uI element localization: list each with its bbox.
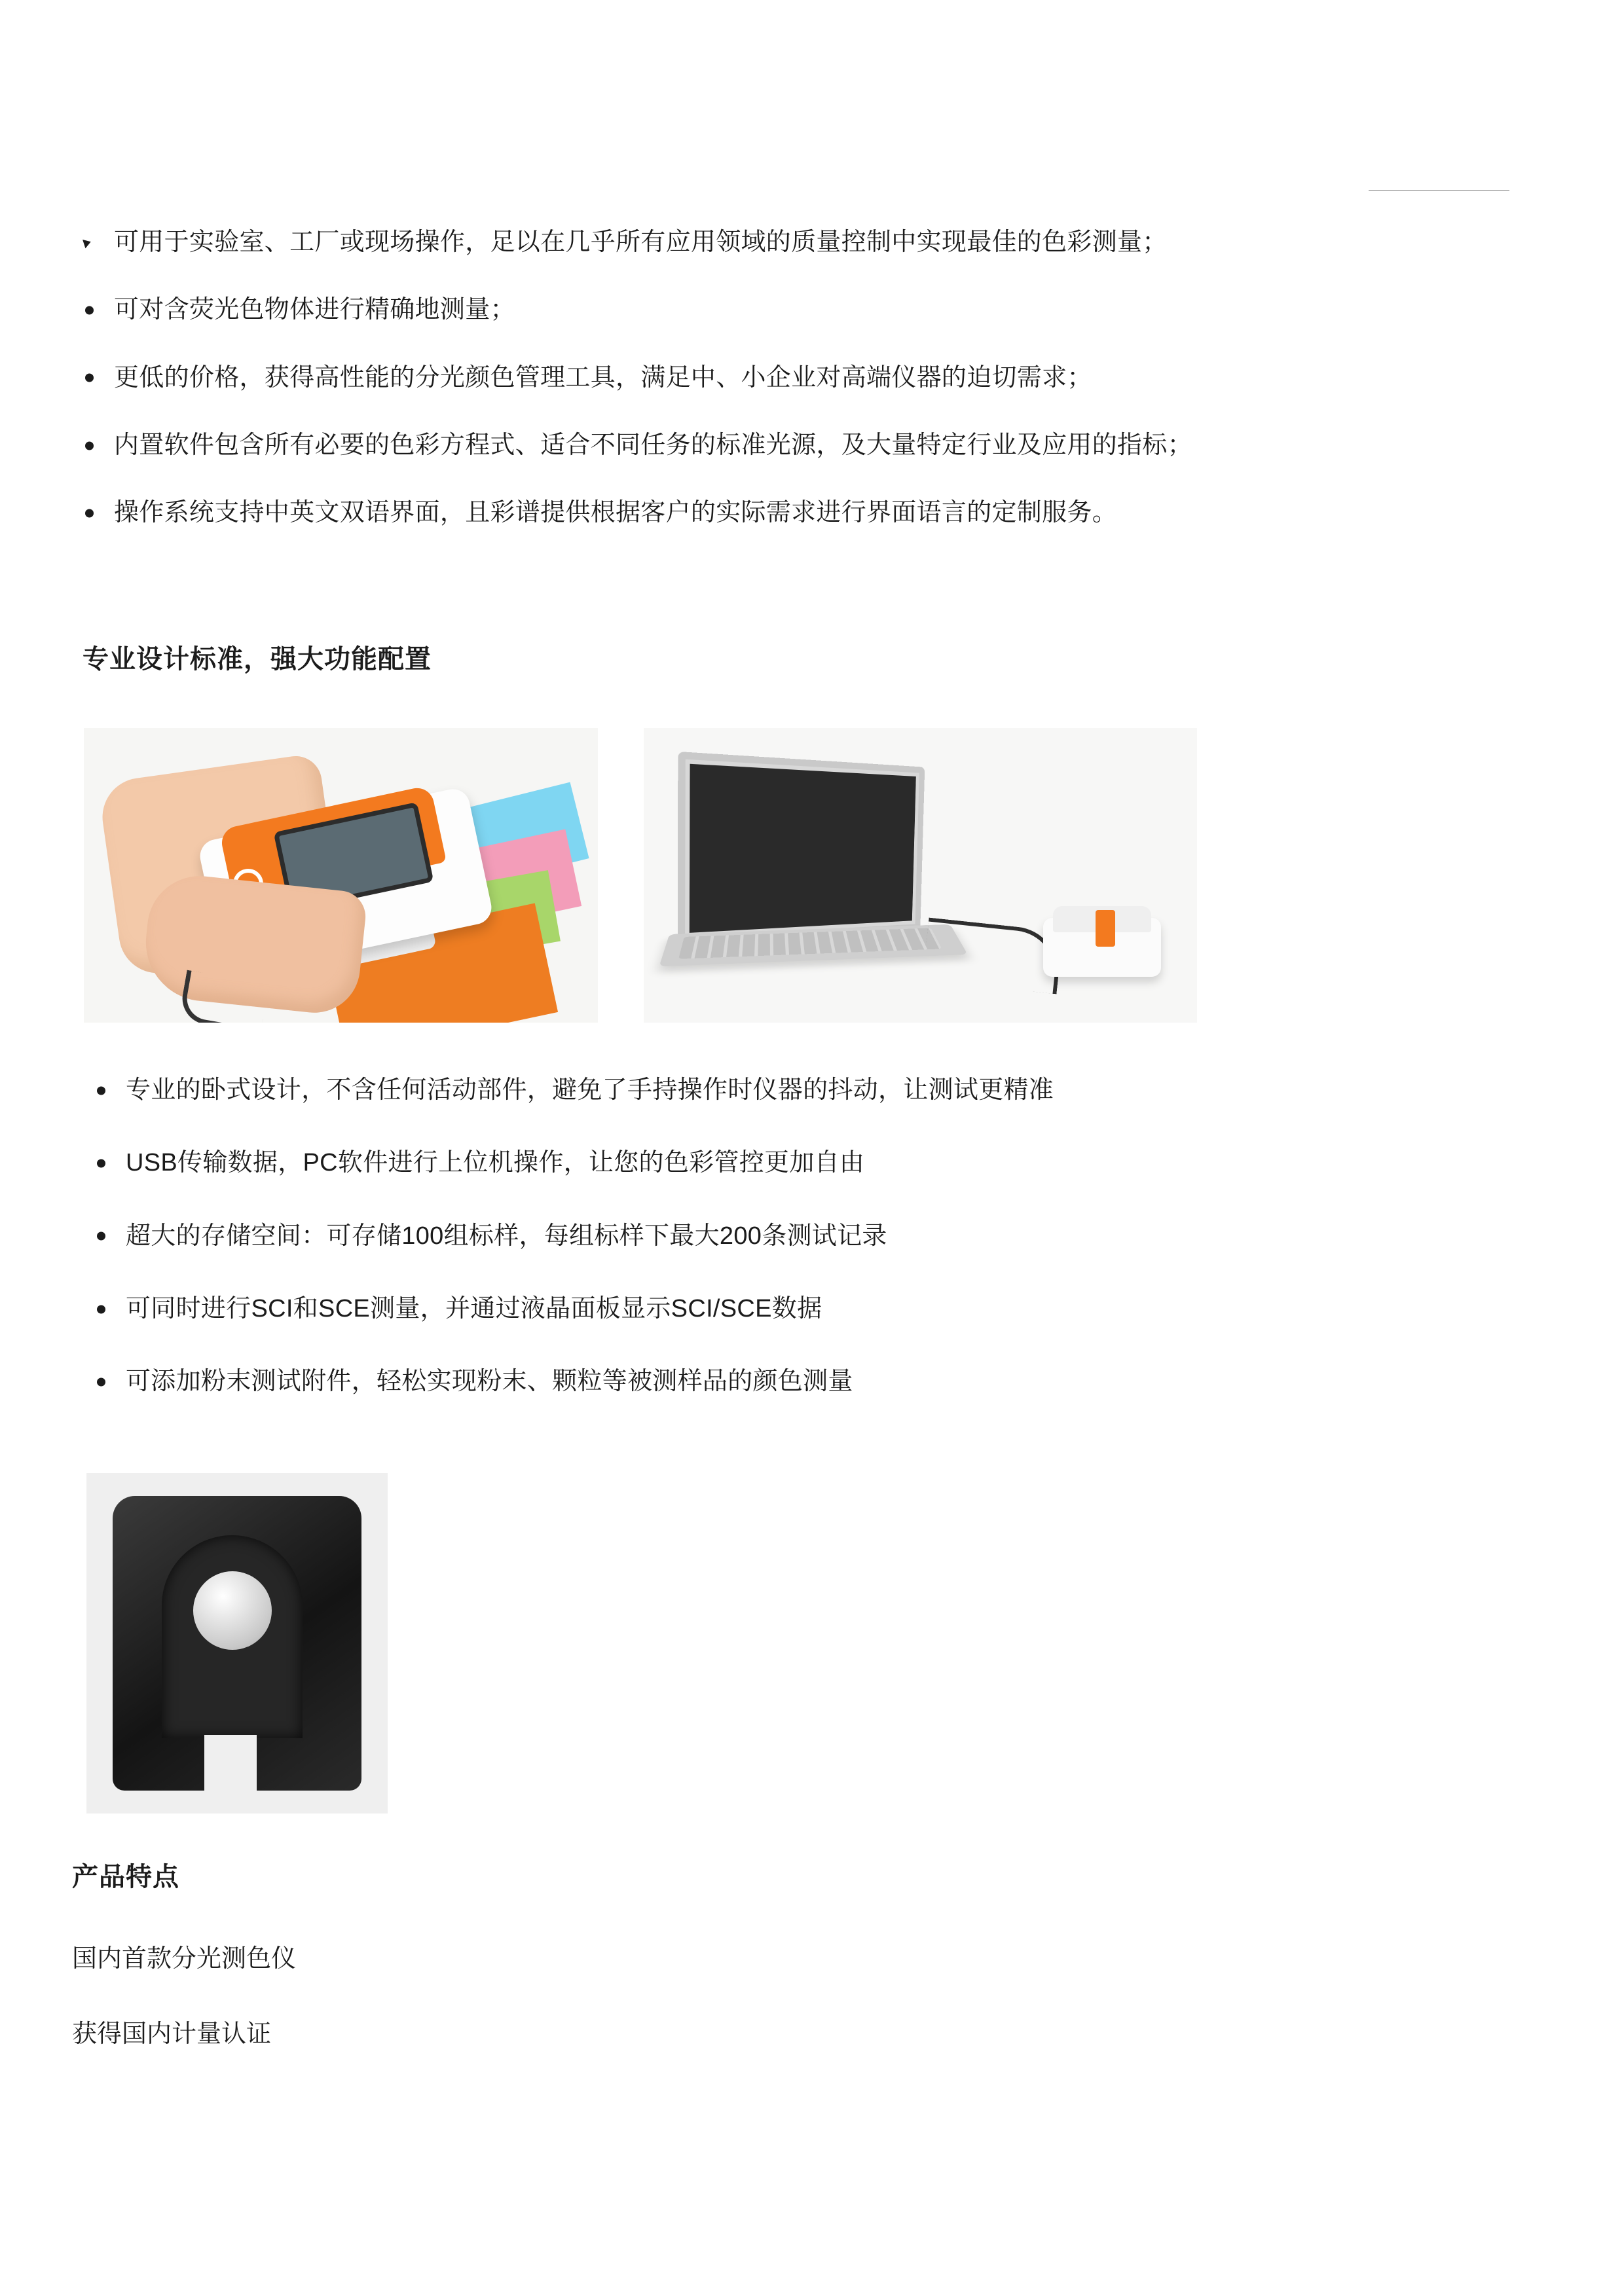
bullet-dot-icon [85, 441, 94, 450]
list-item [71, 496, 1544, 530]
list-item [71, 226, 1544, 259]
bullet-dot-icon [97, 1159, 105, 1167]
check-marker-icon [83, 237, 92, 248]
bullet-dot-icon [97, 1305, 105, 1313]
list-item [71, 429, 1544, 462]
list-item [83, 1220, 1556, 1253]
section-heading-design-standard: 专业设计标准，强大功能配置 [83, 645, 432, 674]
powder-sample-window [193, 1571, 272, 1650]
list-item [83, 1292, 1556, 1326]
list-item-text: 超大的存储空间：可存储100组标样，每组标样下最大200条测试记录 [126, 1222, 887, 1250]
list-item-text: USB传输数据，PC软件进行上位机操作，让您的色彩管控更加自由 [126, 1149, 865, 1177]
photo-laptop-connection [644, 728, 1197, 1023]
list-item-text: 专业的卧式设计，不含任何活动部件，避免了手持操作时仪器的抖动，让测试更精准 [126, 1076, 1054, 1104]
list-item-text: 可同时进行SCI和SCE测量，并通过液晶面板显示SCI/SCE数据 [126, 1294, 822, 1322]
header-rule [1369, 190, 1509, 191]
bullet-dot-icon [85, 306, 94, 314]
bullet-dot-icon [85, 374, 94, 382]
list-item-text: 可添加粉末测试附件，轻松实现粉末、颗粒等被测样品的颜色测量 [126, 1368, 853, 1396]
list-item [83, 1146, 1556, 1180]
list-item-text: 操作系统支持中英文双语界面，且彩谱提供根据客户的实际需求进行界面语言的定制服务。 [114, 499, 1118, 527]
product-feature-line: 国内首款分光测色仪 [72, 1945, 297, 1973]
list-item [71, 361, 1544, 395]
list-item-text: 内置软件包含所有必要的色彩方程式、适合不同任务的标准光源，及大量特定行业及应用的指标； [114, 431, 1192, 459]
feature-bullet-list-top [71, 226, 1544, 564]
laptop-screen [678, 752, 925, 945]
photo-handheld-measurement [84, 728, 598, 1023]
bullet-dot-icon [97, 1377, 105, 1386]
product-features-title: 产品特点 [72, 1863, 179, 1891]
bullet-dot-icon [85, 509, 94, 517]
list-item [71, 293, 1544, 327]
list-item-text: 可对含荧光色物体进行精确地测量； [114, 296, 515, 324]
feature-bullet-list-bottom [83, 1074, 1556, 1438]
list-item-text: 可用于实验室、工厂或现场操作，足以在几乎所有应用领域的质量控制中实现最佳的色彩测量； [114, 228, 1168, 256]
photo-powder-accessory [86, 1473, 388, 1813]
list-item-text: 更低的价格，获得高性能的分光颜色管理工具，满足中、小企业对高端仪器的迫切需求； [114, 363, 1092, 392]
bullet-dot-icon [97, 1232, 105, 1241]
list-item [83, 1074, 1556, 1107]
laptop-screen-display [690, 764, 916, 933]
powder-accessory-notch [204, 1735, 257, 1794]
product-photo-row [84, 728, 1197, 1023]
product-feature-line: 获得国内计量认证 [72, 2020, 272, 2048]
bullet-dot-icon [97, 1086, 105, 1095]
list-item [83, 1365, 1556, 1398]
benchtop-device-orange-stripe [1096, 910, 1115, 947]
